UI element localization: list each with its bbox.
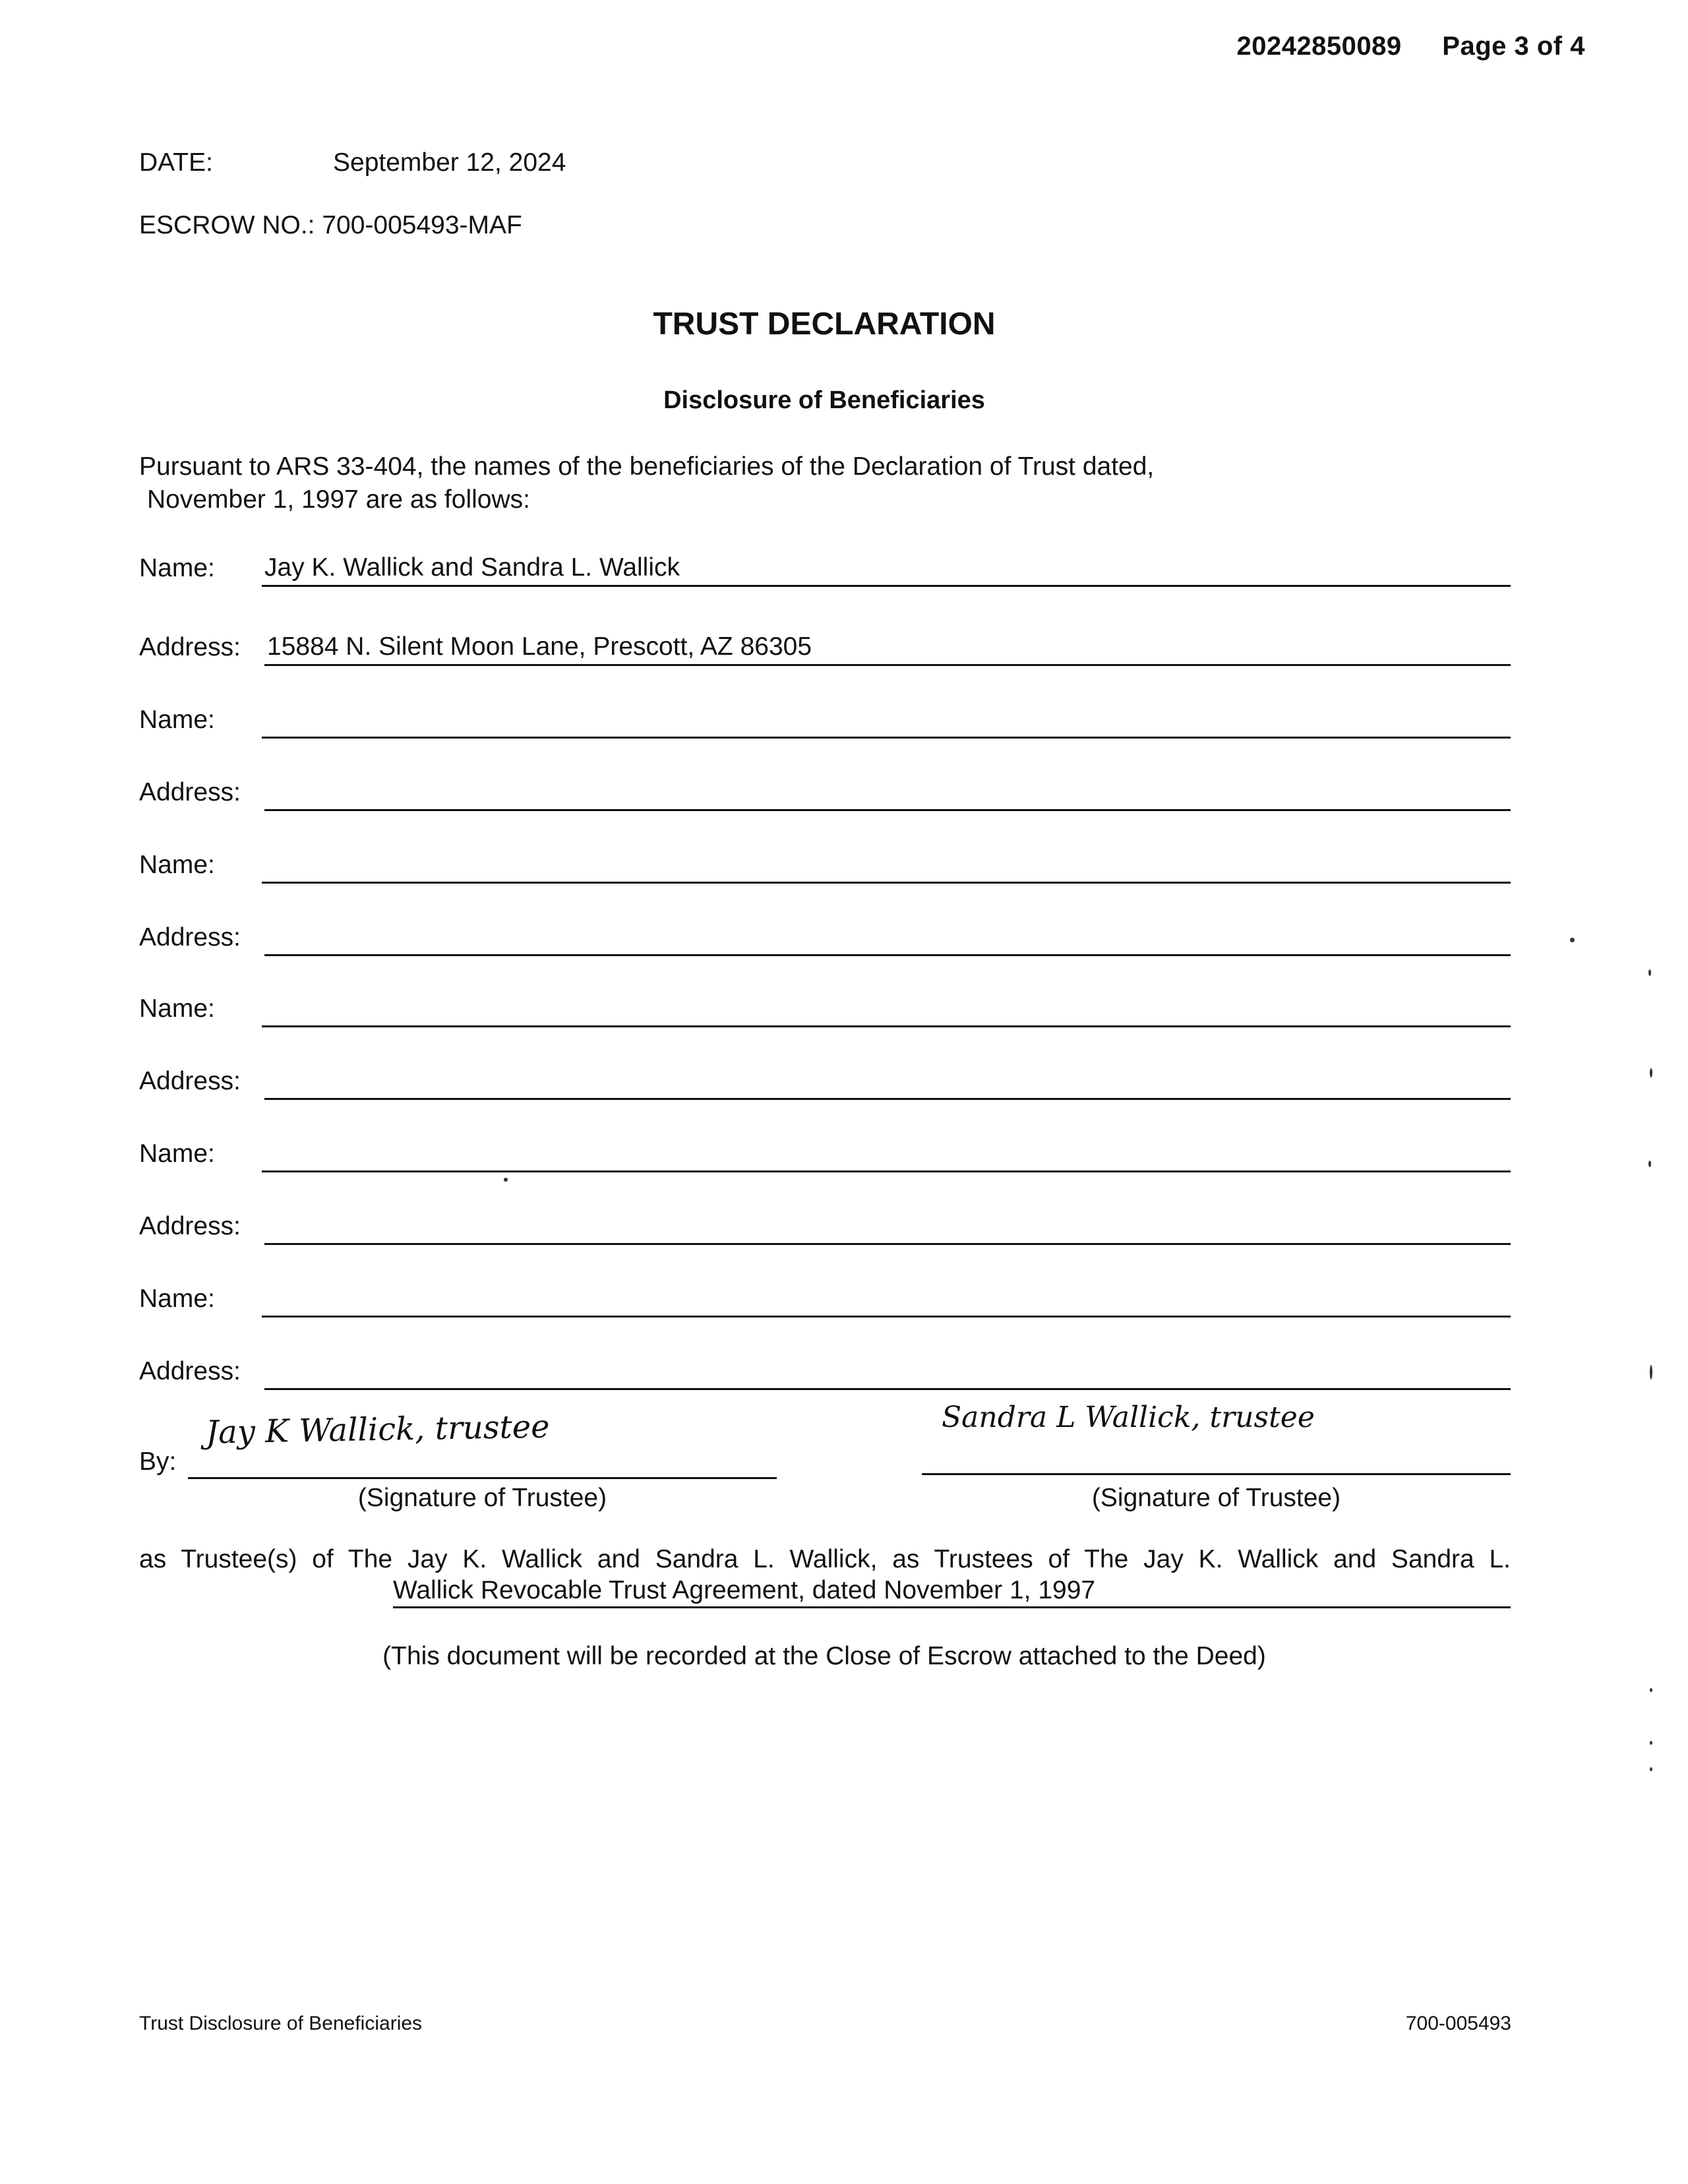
signature-caption-1: (Signature of Trustee) bbox=[357, 1484, 607, 1512]
name-label: Name: bbox=[139, 994, 215, 1023]
beneficiary-2-address-row bbox=[139, 772, 1511, 811]
scan-speck bbox=[1650, 1767, 1652, 1771]
name-label: Name: bbox=[139, 1139, 215, 1168]
beneficiary-1-address-row bbox=[139, 626, 1511, 666]
name-field-line bbox=[262, 1138, 1511, 1172]
footer-escrow-number: 700-005493 bbox=[1405, 2013, 1511, 2034]
scan-speck bbox=[1648, 969, 1651, 976]
date-label: DATE: bbox=[139, 148, 213, 177]
address-label: Address: bbox=[139, 923, 241, 952]
beneficiary-5-address-row bbox=[139, 1205, 1511, 1245]
scan-speck bbox=[1650, 1688, 1652, 1692]
beneficiary-2-name-row bbox=[139, 699, 1511, 739]
page-number: Page 3 of 4 bbox=[1442, 32, 1585, 61]
trustee-statement-line-2: Wallick Revocable Trust Agreement, dated November 1, 1997 bbox=[393, 1576, 1511, 1608]
beneficiary-6-name-row bbox=[139, 1278, 1511, 1318]
name-label: Name: bbox=[139, 554, 215, 582]
escrow-label: ESCROW NO.: bbox=[139, 211, 315, 239]
signature-line-2 bbox=[922, 1473, 1511, 1475]
beneficiary-4-name-row bbox=[139, 988, 1511, 1027]
name-field-line bbox=[262, 553, 1511, 587]
address-label: Address: bbox=[139, 1067, 241, 1095]
name-label: Name: bbox=[139, 1285, 215, 1313]
recording-note: (This document will be recorded at the Close of Escrow attached to the Deed) bbox=[382, 1642, 1266, 1670]
address-field-line bbox=[264, 1211, 1511, 1245]
address-label: Address: bbox=[139, 1357, 241, 1385]
trustee-1-handwritten-signature: Jay K Wallick, trustee bbox=[205, 1408, 551, 1451]
address-label: Address: bbox=[139, 633, 241, 661]
scan-speck bbox=[1650, 1068, 1652, 1077]
address-label: Address: bbox=[139, 1212, 241, 1240]
scan-speck bbox=[1648, 1161, 1651, 1167]
date-row bbox=[139, 148, 566, 177]
signature-line-1 bbox=[188, 1477, 777, 1479]
escrow-row bbox=[139, 211, 522, 240]
recording-number: 20242850089 bbox=[1236, 32, 1402, 61]
address-field-line bbox=[264, 777, 1511, 811]
escrow-value: 700-005493-MAF bbox=[322, 211, 522, 239]
trustee-statement-line-1: as Trustee(s) of The Jay K. Wallick and Sandra L. Wallick, as Trustees of The Jay K. Wallick and Sandra L. bbox=[139, 1545, 1511, 1573]
beneficiary-3-address-row bbox=[139, 917, 1511, 956]
trustee-2-handwritten-signature: Sandra L Wallick, trustee bbox=[942, 1401, 1315, 1434]
address-field-line bbox=[264, 922, 1511, 956]
page-header bbox=[1236, 32, 1585, 61]
document-subtitle: Disclosure of Beneficiaries bbox=[663, 386, 985, 414]
name-field-line bbox=[262, 704, 1511, 739]
name-value: Jay K. Wallick and Sandra L. Wallick bbox=[264, 553, 680, 582]
by-label: By: bbox=[139, 1447, 177, 1476]
scan-speck bbox=[504, 1178, 508, 1182]
scan-speck bbox=[1650, 1365, 1652, 1380]
scan-speck bbox=[1570, 938, 1575, 942]
footer-document-name: Trust Disclosure of Beneficiaries bbox=[139, 2013, 423, 2034]
intro-line-2: November 1, 1997 are as follows: bbox=[147, 485, 530, 514]
beneficiary-3-name-row bbox=[139, 844, 1511, 884]
name-field-line bbox=[262, 849, 1511, 884]
beneficiary-1-name-row bbox=[139, 547, 1511, 587]
address-field-line bbox=[264, 1066, 1511, 1100]
address-field-line bbox=[264, 632, 1511, 666]
date-value: September 12, 2024 bbox=[333, 148, 566, 177]
name-label: Name: bbox=[139, 706, 215, 734]
document-title: TRUST DECLARATION bbox=[653, 307, 996, 342]
beneficiary-6-address-row bbox=[139, 1350, 1511, 1390]
name-label: Name: bbox=[139, 851, 215, 879]
name-field-line bbox=[262, 1283, 1511, 1318]
scan-speck bbox=[1650, 1741, 1652, 1745]
intro-line-1: Pursuant to ARS 33-404, the names of the beneficiaries of the Declaration of Trust dated, bbox=[139, 452, 1155, 481]
signature-caption-2: (Signature of Trustee) bbox=[1091, 1484, 1341, 1512]
beneficiary-5-name-row bbox=[139, 1133, 1511, 1172]
beneficiary-4-address-row bbox=[139, 1060, 1511, 1100]
intro-paragraph bbox=[139, 450, 1511, 516]
trustee-statement bbox=[139, 1543, 1511, 1608]
address-value: 15884 N. Silent Moon Lane, Prescott, AZ 86305 bbox=[267, 632, 812, 661]
name-field-line bbox=[262, 993, 1511, 1027]
address-label: Address: bbox=[139, 778, 241, 806]
address-field-line bbox=[264, 1356, 1511, 1390]
